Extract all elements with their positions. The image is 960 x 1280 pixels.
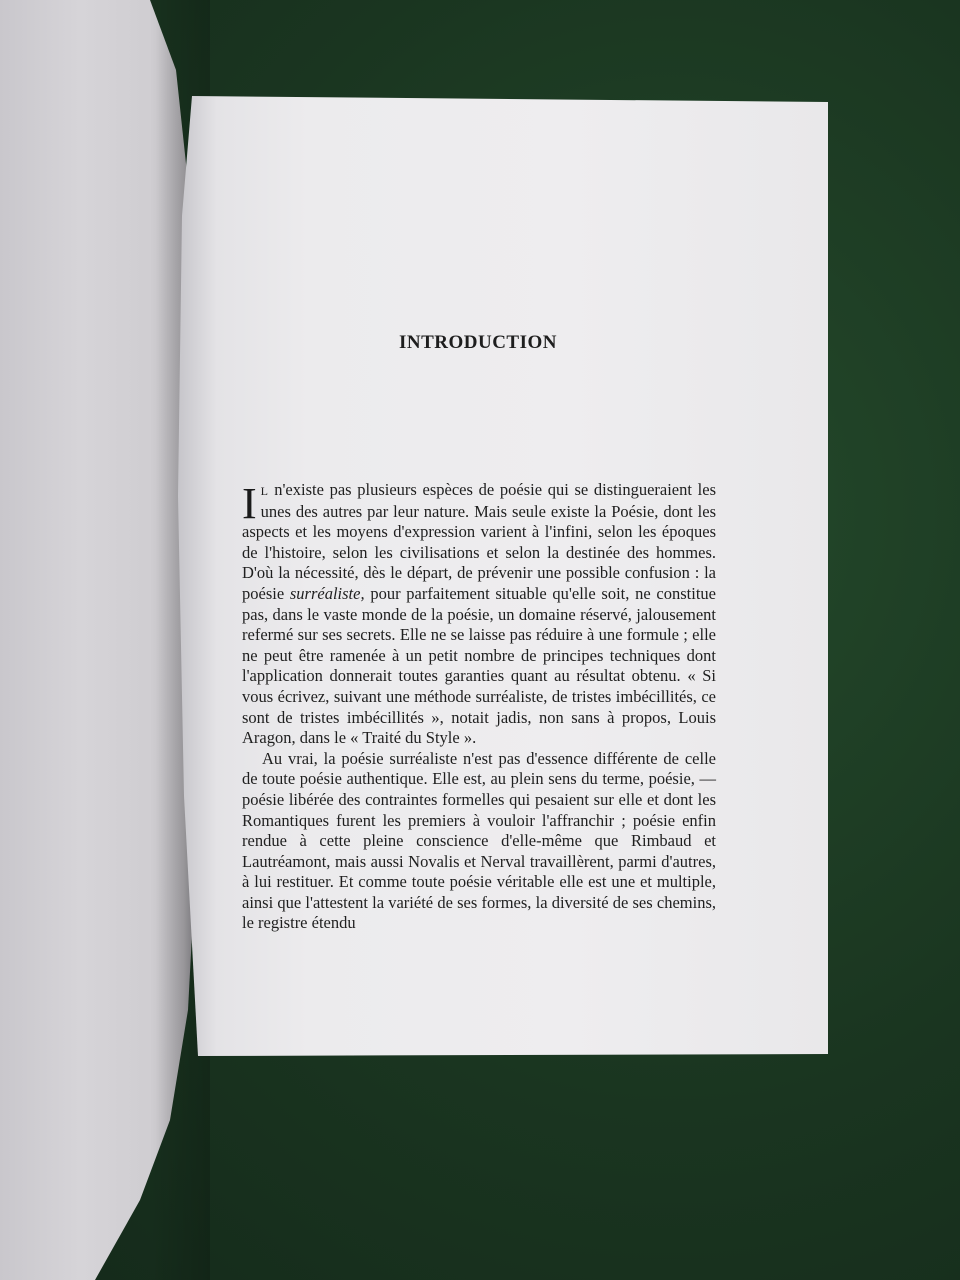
drop-cap-continuation: L bbox=[260, 484, 269, 498]
left-page bbox=[0, 0, 200, 1280]
paragraph-1-italic: surréaliste, bbox=[289, 583, 365, 603]
drop-cap: I bbox=[242, 479, 257, 528]
paragraph-2: Au vrai, la poésie surréaliste n'est pas d'essence différente de celle de toute poésie authentique. Elle est, au plein sens du terme, poésie, — poésie libérée des contraintes formelles qui pesaient sur elle et dont les Romantiques furent les premiers à vouloir l'affranchir ; poésie enfin rendue à cette pleine conscience d'elle-même que Rimbaud et Lautréamont, mais aussi Novalis et Nerval travaillèrent, parmi d'autres, à lui restituer. Et comme toute poésie véritable elle est une et multiple, ainsi que l'attestent la variété de ses formes, la diversité de ses chemins, le registre étendu bbox=[242, 748, 716, 933]
chapter-title: INTRODUCTION bbox=[398, 332, 558, 353]
paragraph-1-text-a: n'existe pas plusieurs espèces de poésie qui se distingueraient les unes des autres par leur nature. Mais seule existe la Poésie, dont les aspects et les moyens d'expression varient à l'infini, selon les époques de l'histoire, selon les civilisations et selon la destinée des hommes. D'où la nécessité, dès le départ, de prévenir une possible confusion : la poésie bbox=[242, 480, 716, 603]
body-text bbox=[242, 480, 716, 934]
paragraph-1-text-b: pour parfaitement situable qu'elle soit, ne constitue pas, dans le vaste monde de la poésie, un domaine réservé, jalousement refermé sur ses secrets. Elle ne se laisse pas réduire à une formule ; elle ne peut être ramenée à un petit nombre de principes techniques dont l'application donnerait toutes garanties quant au résultat obtenu. « Si vous écrivez, suivant une méthode surréaliste, de tristes imbécillités, ce sont de tristes imbécillités », notait jadis, non sans à propos, Louis Aragon, dans le « Traité du Style ». bbox=[242, 583, 716, 748]
paragraph-1 bbox=[242, 480, 716, 749]
